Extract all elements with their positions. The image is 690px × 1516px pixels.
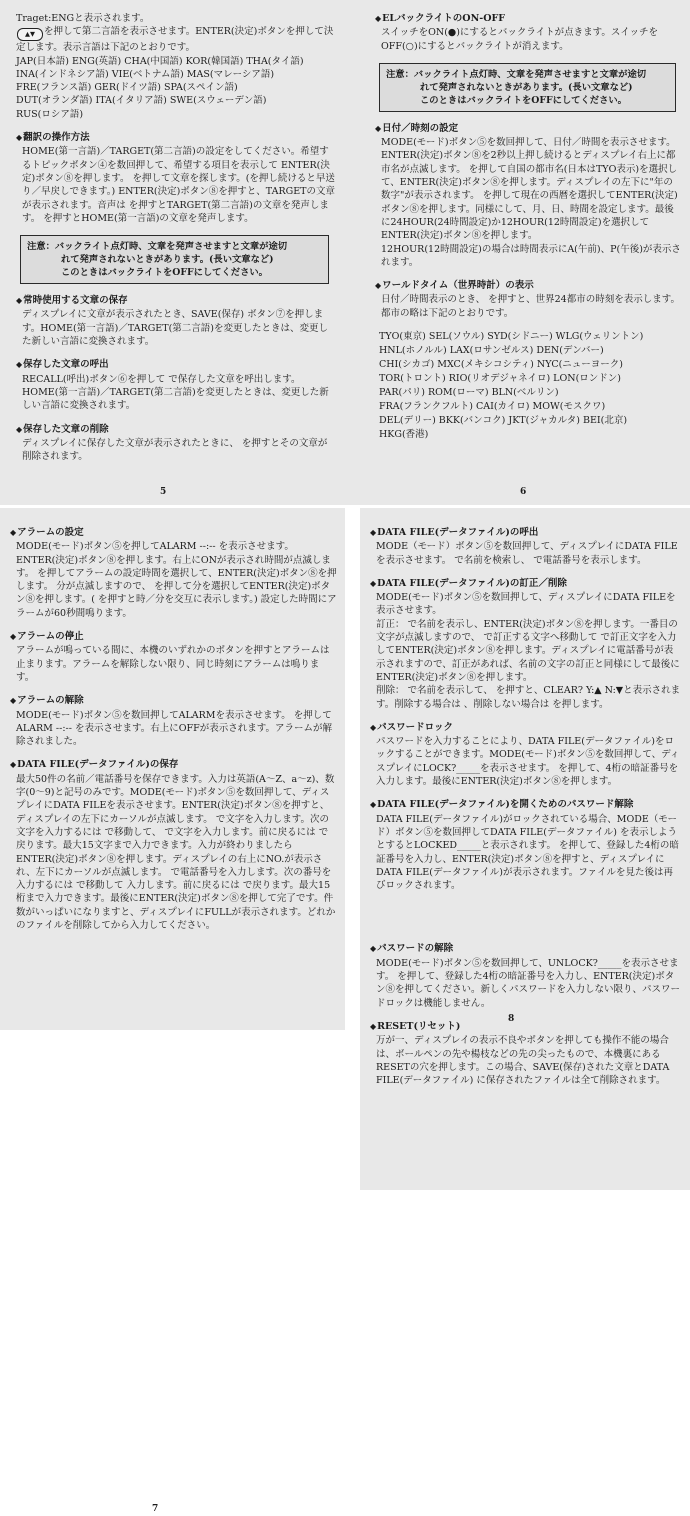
language-line: FRE(フランス語) GER(ドイツ語) SPA(スペイン語) [16, 82, 238, 94]
diamond-bullet-icon: ◆ [375, 280, 382, 291]
intro-text-2: ▲▼ を押して第二言語を表示させます。ENTER(決定)ボタンを押して決定します。表示言語は下記のとおりです。 [16, 26, 334, 54]
note-line: れて発声されないときがあります。(長い文章など) [420, 81, 633, 93]
datafile-edit-section [370, 577, 682, 711]
city-line: TOR(トロント) RIO(リオデジャネイロ) LON(ロンドン) [379, 373, 621, 385]
section-body: MODE(モード)ボタン⑤を数回押して、UNLOCK?_____を表示させます。 を押して、登録した4桁の暗証番号を入力し、ENTER(決定)ボタン⑧を押してください。新しくパスワードを入力しない限り、パスワードロックは機能しません。 [376, 957, 681, 1009]
section-body: 12HOUR(12時間設定)の場合は時間表示にA(午前)、P(午後)が表示されます。 [381, 243, 681, 268]
section-heading: ◆翻訳の操作方法 [16, 132, 90, 144]
section-heading: ◆常時使用する文章の保存 [16, 295, 128, 307]
diamond-bullet-icon: ◆ [16, 359, 23, 370]
backlight-note [379, 63, 676, 112]
section-body: パスワードを入力することにより、DATA FILE(データファイル)をロックすることができます。MODE(モード)ボタン⑤を数回押して、ディスプレイにLOCK?_____を表示させます。 を押して、4桁の暗証番号を入力します。最後にENTER(決定)ボタン⑧を押します。 [376, 736, 680, 788]
reset-section [370, 1020, 682, 1087]
delete-section [16, 423, 335, 464]
note-line: このときはバックライトをOFFにしてください。 [61, 267, 268, 279]
section-heading: ◆ワールドタイム（世界時計）の表示 [375, 280, 534, 292]
city-line: DEL(デリー) BKK(バンコク) JKT(ジャカルタ) BEI(北京) [379, 415, 628, 427]
datetime-section [375, 122, 682, 269]
translate-section [16, 131, 335, 225]
up-down-button-icon: ▲▼ [17, 28, 43, 41]
note-line: バックライト点灯時、文章を発声させますと文章が途切 [413, 68, 647, 80]
section-heading: ◆DATA FILE(データファイル)を開くためのパスワード解除 [370, 799, 634, 811]
section-body: MODE(モード)ボタン⑤を数回押して、ディスプレイにDATA FILEを表示させます。 [376, 592, 676, 617]
language-list [16, 55, 335, 121]
password-release-section [370, 942, 682, 1009]
alarm-stop-section [10, 630, 337, 684]
diamond-bullet-icon: ◆ [370, 1020, 377, 1031]
city-line: FRA(フランクフルト) CAI(カイロ) MOW(モスクワ) [379, 401, 606, 413]
diamond-bullet-icon: ◆ [16, 423, 23, 434]
section-heading: ◆DATA FILE(データファイル)の訂正／削除 [370, 577, 567, 589]
page-number: 6 [520, 487, 527, 497]
diamond-bullet-icon: ◆ [10, 759, 17, 770]
save-section [16, 294, 335, 348]
section-body: HOME(第一言語)／TARGET(第二言語)の設定をしてください。希望するトピックボタン④を数回押して、希望する項目を表示して ENTER(決定)ボタン⑧を押します。 を押して文章を探します。(を押し続けると早送り／早戻しできます。) ENTER(決定)ボタン⑧を押すと、TARGETの文章が表示されます。音声は を押すとTARGET(第二言語)の文章を発声します。 を押すとHOME(第一言語)の文章を発声します。 [22, 146, 335, 224]
city-line: CHI(シカゴ) MXC(メキシコシティ) NYC(ニューヨーク) [379, 359, 624, 371]
manual-page-7 [0, 508, 345, 1514]
manual-page-5 [0, 0, 345, 505]
note-line: このときはバックライトをOFFにしてください。 [420, 94, 627, 106]
section-body: MODE（モード）ボタン⑤を数回押して、ディスプレイにDATA FILEを表示させます。 で名前を検索し、 で電話番号を表示します。 [376, 541, 678, 566]
intro-text: Traget:ENGと表示されます。 [16, 13, 150, 24]
datafile-recall-section [370, 526, 682, 567]
section-heading: ◆DATA FILE(データファイル)の呼出 [370, 527, 539, 538]
language-intro [16, 12, 335, 121]
diamond-bullet-icon: ◆ [10, 631, 17, 642]
password-unlock-open-section [370, 798, 682, 892]
city-line: HNL(ホノルル) LAX(ロサンゼルス) DEN(デンバー) [379, 345, 604, 357]
manual-page-8 [360, 508, 690, 1190]
section-heading: ◆パスワードの解除 [370, 943, 454, 955]
page-number: 5 [160, 487, 167, 497]
section-body: 日付／時間表示のとき、 を押すと、世界24都市の時刻を表示します。都市の略は下記のとおりです。 [381, 294, 680, 319]
alarm-release-section [10, 694, 337, 748]
diamond-bullet-icon: ◆ [16, 132, 23, 143]
section-heading: ◆パスワードロック [370, 721, 453, 733]
delete-instructions: 削除： で名前を表示して、 を押すと、CLEAR? Y:▲ N:▼と表示されます。削除する場合は 、削除しない場合は を押します。 [376, 685, 681, 710]
diamond-bullet-icon: ◆ [375, 13, 382, 23]
section-heading: ◆RESET(リセット) [370, 1020, 461, 1032]
diamond-bullet-icon: ◆ [10, 527, 17, 537]
section-body: DATA FILE(データファイル)がロックされている場合、MODE（モード）ボタン⑤を数回押してDATA FILE(データファイル) を表示しようとするとLOCKED_____と表示されます。 を押して、登録した4桁の暗証番号を入力し、ENTER(決定)ボタン⑧を押すと、ディスプレイにDATA FILE(データファイル)が表示されます。ファイルを見た後は再びロックされます。 [376, 813, 679, 892]
note-line: れて発声されないときがあります。(長い文章など) [61, 254, 274, 266]
page-gap [370, 902, 682, 942]
city-line: HKG(香港) [379, 429, 429, 441]
note-label: 注意： [386, 68, 414, 80]
page-number: 7 [152, 1504, 159, 1514]
section-heading: ◆アラームの設定 [10, 527, 84, 538]
section-body: アラームが鳴っている間に、本機のいずれかのボタンを押すとアラームは止まります。アラームを解除しない限り、同じ時刻にアラームは鳴ります。 [16, 645, 330, 683]
city-list [375, 330, 682, 442]
password-lock-section [370, 721, 682, 788]
section-heading: ◆日付／時刻の設定 [375, 122, 459, 134]
datafile-save-section [10, 758, 337, 932]
edit-instructions: 訂正： で名前を表示し、ENTER(決定)ボタン⑧を押します。一番目の文字が点滅しますので、 で訂正する文字へ移動して で訂正文字を入力してENTER(決定)ボタン⑧を押します。ディスプレイに電話番号が表示されますので、訂正があれば、名前の文字の訂正と同様にして最後にENTER(決定)ボタン⑧を押します。 [376, 618, 680, 683]
recall-section [16, 358, 335, 412]
diamond-bullet-icon: ◆ [16, 295, 23, 306]
section-body: RECALL(呼出)ボタン⑥を押して で保存した文章を呼出します。HOME(第一言語)／TARGET(第二言語)を変更したときは、変更した新しい言語に変換されます。 [22, 373, 329, 412]
backlight-section [375, 12, 682, 53]
section-body: スイッチをON(●)にするとバックライトが点きます。スイッチをOFF(○)にするとバックライトが消えます。 [381, 27, 658, 52]
city-line: TYO(東京) SEL(ソウル) SYD(シドニー) WLG(ウェリントン) [379, 331, 644, 343]
section-body: MODE(モード)ボタン⑤を数回押して、日付／時間を表示させます。ENTER(決定)ボタン⑧を2秒以上押し続けるとディスプレイ右上に都市名が点滅します。 を押して自国の都市名(日本はTYO表示)を選択して、ENTER(決定)ボタン⑧を押します。ディスプレイの左下に"年の数字"が表示されます。 を押して現在の西暦を選択してENTER(決定)ボタン⑧を押します。同様にして、月、日、時間を設定します。最後に24HOUR(24時間設定)か12HOUR(12時間設定)を選択してENTER(決定)ボタン⑧を押します。 [381, 137, 678, 242]
section-body: 万が一、ディスプレイの表示不良やボタンを押しても操作不能の場合は、ボールペンの先や楊枝などの先の尖ったもので、本機裏にあるRESETの穴を押します。この場合、SAVE(保存)された文章とDATA FILE(データファイル) に保存されたファイルは全て削除されます。 [376, 1035, 670, 1087]
section-heading: ◆アラームの解除 [10, 695, 84, 707]
worldtime-section [375, 279, 682, 320]
diamond-bullet-icon: ◆ [370, 721, 377, 732]
language-line: DUT(オランダ語) ITA(イタリア語) SWE(スウェーデン語) [16, 95, 267, 107]
section-heading: ◆アラームの停止 [10, 631, 84, 643]
section-body: MODE(モード)ボタン⑤を数回押してALARMを表示させます。 を押してALARM --:-- を表示させます。右上にOFFが表示されます。アラームが解除されました。 [16, 709, 332, 748]
diamond-bullet-icon: ◆ [370, 799, 377, 810]
language-line: INA(インドネシア語) VIE(ベトナム語) MAS(マレーシア語) [16, 68, 275, 80]
manual-page-6 [345, 0, 690, 505]
section-heading: ◆DATA FILE(データファイル)の保存 [10, 759, 179, 771]
section-body: MODE(モード)ボタン⑤を押してALARM --:-- を表示させます。ENTER(決定)ボタン⑧を押します。右上にONが表示され時間が点滅します。 を押してアラームの設定時間を選択して、ENTER(決定)ボタン⑧を押します。 分が点滅しますので、 を押して分を選択してENTER(決定)ボタン⑧を押します。( を押すと時／分を交互に表示します。) 設定した時間にアラームが60秒間鳴ります。 [16, 541, 337, 619]
page-number: 8 [508, 1014, 515, 1024]
section-heading: ◆保存した文章の呼出 [16, 359, 109, 371]
city-line: PAR(パリ) ROM(ローマ) BLN(ベルリン) [379, 387, 559, 399]
note-line: バックライト点灯時、文章を発声させますと文章が途切 [54, 241, 288, 253]
alarm-set-section [10, 526, 337, 620]
diamond-bullet-icon: ◆ [370, 943, 377, 954]
language-line: RUS(ロシア語) [16, 108, 84, 120]
backlight-note [20, 235, 329, 284]
section-body: ディスプレイに文章が表示されたとき、SAVE(保存) ボタン⑦を押します。HOME(第一言語)／TARGET(第二言語)を変更したときは、変更した新しい言語に変換されます。 [22, 309, 328, 348]
section-heading: ◆保存した文章の削除 [16, 423, 109, 435]
diamond-bullet-icon: ◆ [370, 577, 377, 588]
section-body: 最大50件の名前／電話番号を保存できます。入力は英語(A〜Z、a〜z)、数字(0〜9)と記号のみです。MODE(モード)ボタン⑤を数回押して、ディスプレイにDATA FILEを表示させます。ENTER(決定)ボタン⑧を押すと、ディスプレイの左下にカーソルが点滅します。 で文字を入力します。次の文字を入力するには で移動して、 で文字を入力します。前に戻るには で戻ります。最大15文字まで入力できます。入力が終わりましたらENTER(決定)ボタン⑧を押します。ディスプレイの右上にNO.が表示され、左下にカーソルが点滅します。 で電話番号を入力します。次の番号を入力するには で移動して 入力します。前に戻るには で戻ります。最大15桁まで入力できます。最後にENTER(決定)ボタン⑧を押して完了です。件数がいっぱいになりますと、ディスプレイにFULLが表示されます。どれかのファイルを削除してから入力してください。 [16, 773, 336, 932]
note-label: 注意： [27, 241, 55, 253]
section-heading: ◆ELバックライトのON-OFF [375, 13, 505, 24]
section-body: ディスプレイに保存した文章が表示されたときに、 を押すとその文章が削除されます。 [22, 437, 328, 463]
language-line: JAP(日本語) ENG(英語) CHA(中国語) KOR(韓国語) THA(タイ語) [16, 55, 304, 67]
diamond-bullet-icon: ◆ [370, 527, 377, 537]
diamond-bullet-icon: ◆ [375, 122, 382, 133]
diamond-bullet-icon: ◆ [10, 695, 17, 706]
